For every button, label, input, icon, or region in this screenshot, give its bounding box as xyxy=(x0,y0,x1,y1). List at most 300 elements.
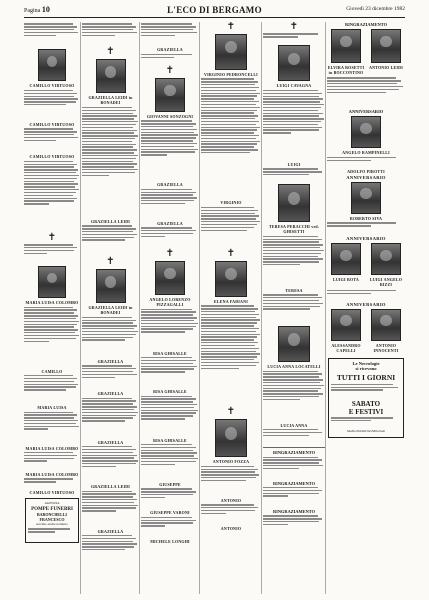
text-line xyxy=(82,505,138,506)
text-line xyxy=(82,135,138,136)
text-line xyxy=(141,132,194,133)
text-line xyxy=(24,335,79,336)
text-line xyxy=(327,222,396,223)
obituary-name: GIUSEPPE VARONI xyxy=(150,510,190,516)
text-line xyxy=(141,444,192,445)
text-line xyxy=(82,409,134,410)
text-line xyxy=(141,227,192,228)
text-line xyxy=(263,115,319,116)
text-line xyxy=(24,166,74,167)
text-line xyxy=(82,166,134,167)
text-line xyxy=(82,118,134,119)
text-line xyxy=(327,157,396,158)
text-line xyxy=(201,348,259,349)
body-text xyxy=(82,446,139,482)
section-heading: ANNIVERSARIO xyxy=(348,109,384,115)
portrait-photo xyxy=(351,116,381,148)
text-line xyxy=(201,95,257,96)
text-line xyxy=(201,207,254,208)
column-3 xyxy=(141,22,200,594)
body-text xyxy=(24,244,80,264)
obituary-name: VIRGINIO xyxy=(220,200,242,206)
text-line xyxy=(263,487,318,488)
portrait-photo xyxy=(331,243,361,275)
obituary-name: GIUSEPPE xyxy=(159,481,181,487)
obituary-name: GRAZIELLA LEIDI xyxy=(90,218,131,224)
text-line xyxy=(24,164,77,165)
body-text xyxy=(263,236,325,286)
text-line xyxy=(24,381,74,382)
text-line xyxy=(263,250,324,251)
body-text xyxy=(263,294,325,324)
text-line xyxy=(82,546,134,547)
text-line xyxy=(141,488,192,489)
text-line xyxy=(201,115,258,116)
text-line xyxy=(331,417,393,418)
text-line xyxy=(201,227,254,228)
text-line xyxy=(82,113,133,114)
text-line xyxy=(82,124,136,125)
text-line xyxy=(201,224,257,225)
text-line xyxy=(141,140,193,141)
text-line xyxy=(82,415,136,416)
text-line xyxy=(141,404,197,405)
text-line xyxy=(201,325,254,326)
text-line xyxy=(24,29,74,30)
obituary-name: ANGELO LORENZO PIZZAGALLI xyxy=(149,297,191,308)
body-text xyxy=(263,429,325,445)
text-line xyxy=(82,149,137,150)
column-1 xyxy=(24,22,81,594)
text-line xyxy=(201,118,255,119)
text-line xyxy=(141,151,195,152)
section-heading: ANNIVERSARIO xyxy=(346,174,386,180)
text-line xyxy=(24,131,77,132)
text-line xyxy=(201,84,255,85)
portrait-photo xyxy=(278,184,310,222)
text-line xyxy=(141,194,193,195)
text-line xyxy=(82,239,125,240)
text-line xyxy=(201,121,259,122)
text-line xyxy=(201,477,256,478)
obituary-name: ANTONIO xyxy=(220,497,242,503)
text-line xyxy=(82,32,137,33)
text-line xyxy=(24,189,79,190)
text-line xyxy=(141,455,194,456)
text-line xyxy=(141,200,194,201)
text-line xyxy=(141,326,196,327)
text-line xyxy=(263,376,319,377)
text-line xyxy=(24,455,77,456)
text-line xyxy=(263,459,322,460)
text-line xyxy=(82,466,116,467)
text-line xyxy=(263,264,300,265)
text-line xyxy=(201,218,256,219)
text-line xyxy=(24,378,77,379)
body-text xyxy=(24,412,80,444)
body-text xyxy=(141,189,199,219)
text-line xyxy=(24,250,74,251)
text-line xyxy=(263,98,323,99)
text-line xyxy=(82,121,138,122)
text-line xyxy=(263,521,319,522)
text-line xyxy=(24,315,78,316)
body-text xyxy=(24,452,80,470)
text-line xyxy=(141,314,193,315)
text-line xyxy=(82,403,133,404)
obituary-name: MARIA LUISA COLOMBO xyxy=(25,300,79,306)
text-line xyxy=(141,317,197,318)
text-line xyxy=(263,495,288,496)
text-line xyxy=(201,107,260,108)
obituary-name: LUIGI ROTA xyxy=(332,277,360,283)
text-line xyxy=(82,175,109,176)
obituary-name: GRAZIELLA xyxy=(157,220,183,226)
text-line xyxy=(141,494,193,495)
text-line xyxy=(24,458,74,459)
obituary-name: LUIGI xyxy=(287,161,301,167)
section-heading: RINGRAZIAMENTO xyxy=(344,22,388,27)
portrait-photo xyxy=(155,78,185,112)
text-line xyxy=(82,132,134,133)
text-line xyxy=(24,96,74,97)
text-line xyxy=(141,197,197,198)
text-line xyxy=(263,465,323,466)
text-line xyxy=(263,261,319,262)
section-heading: RINGRAZIAMENTO xyxy=(272,480,316,486)
text-line xyxy=(141,57,174,58)
text-line xyxy=(141,412,196,413)
text-line xyxy=(201,135,259,136)
text-line xyxy=(24,420,78,421)
text-line xyxy=(24,172,76,173)
text-line xyxy=(201,101,259,102)
text-line xyxy=(24,312,74,313)
obituary-name: CAMILLO VIRTUOSO xyxy=(29,121,75,127)
text-line xyxy=(141,368,194,369)
text-line xyxy=(82,400,136,401)
text-line xyxy=(263,174,309,175)
body-text xyxy=(141,396,199,436)
body-text xyxy=(82,535,139,565)
text-line xyxy=(263,118,324,119)
text-line xyxy=(82,130,137,131)
obituary-name: LUCIA ANNA xyxy=(280,422,308,428)
text-line xyxy=(263,121,321,122)
obituary-name: CAMILLO VIRTUOSO xyxy=(29,490,75,496)
text-line xyxy=(263,396,319,397)
text-line xyxy=(141,134,198,135)
text-line xyxy=(141,230,196,231)
text-line xyxy=(28,528,70,529)
text-line xyxy=(141,363,193,364)
obituary-name: CAMILLO xyxy=(41,368,63,374)
body-text xyxy=(201,207,261,247)
column-6 xyxy=(327,22,405,594)
text-line xyxy=(141,149,198,150)
text-line xyxy=(24,104,66,105)
text-line xyxy=(263,258,323,259)
body-text xyxy=(263,90,325,160)
text-line xyxy=(82,420,125,421)
cross-icon: ✝ xyxy=(47,231,57,243)
obituary-name: ADOLFO PIROTTI xyxy=(347,168,385,174)
text-line xyxy=(141,311,196,312)
text-line xyxy=(263,399,300,400)
obituary-name: GRAZIELLA xyxy=(97,358,124,364)
text-line xyxy=(24,200,74,201)
body-text xyxy=(331,417,401,427)
body-text xyxy=(141,309,199,349)
body-text xyxy=(263,33,325,43)
portrait-photo xyxy=(215,419,247,457)
body-text xyxy=(24,23,80,47)
text-line xyxy=(263,382,320,383)
text-line xyxy=(24,101,76,102)
text-line xyxy=(24,23,73,24)
obituary-name: MARIA LUISA COLOMBO xyxy=(25,471,79,477)
portrait-photo xyxy=(96,269,126,303)
text-line xyxy=(263,168,318,169)
text-line xyxy=(263,127,322,128)
text-line xyxy=(201,112,254,113)
text-line xyxy=(141,357,192,358)
text-line xyxy=(141,398,196,399)
text-line xyxy=(82,322,133,323)
text-line xyxy=(263,308,310,309)
text-line xyxy=(82,334,136,335)
body-text xyxy=(82,317,139,357)
text-line xyxy=(201,98,254,99)
text-line xyxy=(201,328,259,329)
text-line xyxy=(263,393,323,394)
text-line xyxy=(82,510,116,511)
body-text xyxy=(327,157,405,167)
body-text xyxy=(141,54,199,64)
text-line xyxy=(82,320,136,321)
text-line xyxy=(82,325,137,326)
text-line xyxy=(201,138,256,139)
divider xyxy=(263,447,325,448)
text-line xyxy=(201,513,226,514)
text-line xyxy=(263,129,319,130)
text-line xyxy=(327,225,371,226)
text-line xyxy=(263,239,322,240)
text-line xyxy=(263,462,319,463)
text-line xyxy=(331,384,393,385)
text-line xyxy=(141,309,192,310)
text-line xyxy=(263,90,318,91)
text-line xyxy=(82,549,125,550)
text-line xyxy=(82,398,132,399)
portrait-photo xyxy=(278,326,310,362)
obituary-name: ROBERTO SIVA xyxy=(349,215,383,221)
text-line xyxy=(201,93,260,94)
obituary-name: CAMILLO VIRTUOSO xyxy=(29,154,75,160)
text-line xyxy=(141,407,194,408)
body-text xyxy=(263,371,325,421)
text-line xyxy=(141,415,193,416)
text-line xyxy=(82,29,133,30)
text-line xyxy=(201,149,258,150)
portrait-photo xyxy=(351,182,381,214)
text-line xyxy=(82,23,132,24)
text-line xyxy=(201,345,255,346)
text-line xyxy=(263,388,321,389)
body-text xyxy=(327,77,405,107)
text-line xyxy=(263,468,299,469)
text-line xyxy=(201,141,260,142)
text-line xyxy=(82,127,133,128)
text-line xyxy=(263,435,309,436)
text-line xyxy=(24,198,77,199)
text-line xyxy=(201,510,255,511)
text-line xyxy=(82,406,137,407)
text-line xyxy=(141,143,197,144)
text-line xyxy=(263,33,318,34)
text-line xyxy=(82,158,136,159)
text-line xyxy=(201,466,254,467)
body-text xyxy=(263,515,325,535)
text-line xyxy=(141,29,193,30)
body-text xyxy=(82,23,139,45)
text-line xyxy=(24,253,47,254)
text-line xyxy=(141,192,196,193)
cross-icon: ✝ xyxy=(165,248,175,260)
text-line xyxy=(263,247,320,248)
obituary-name: GIOVANNI SONZOGNI xyxy=(146,113,194,119)
text-line xyxy=(201,215,259,216)
text-line xyxy=(24,428,48,429)
text-line xyxy=(201,221,260,222)
text-line xyxy=(141,452,197,453)
text-line xyxy=(141,35,175,36)
text-line xyxy=(141,233,193,234)
text-line xyxy=(82,237,134,238)
text-line xyxy=(24,137,78,138)
text-line xyxy=(141,123,196,124)
text-line xyxy=(82,412,138,413)
body-text xyxy=(201,78,261,198)
text-line xyxy=(263,493,319,494)
obituary-name: LUCIA ANNA LOCATELLI xyxy=(267,364,321,370)
obituary-name: ELENA FADIANI xyxy=(214,298,248,304)
text-line xyxy=(24,332,75,333)
text-line xyxy=(263,379,323,380)
text-line xyxy=(201,474,259,475)
text-line xyxy=(82,417,133,418)
text-line xyxy=(141,461,196,462)
body-text xyxy=(82,398,139,438)
masthead: L'ECO DI BERGAMO xyxy=(167,5,262,15)
funeral-agency-ad: AGENZIA POMPE FUNEBRI BARONCHELLI FRANCESCO servizio anche notturno xyxy=(25,498,79,543)
text-line xyxy=(201,308,258,309)
obituary-name: TERESA PERACCHI ved. GHISETTI xyxy=(268,224,320,235)
text-line xyxy=(24,375,73,376)
body-text xyxy=(141,120,199,180)
text-line xyxy=(141,137,196,138)
text-line xyxy=(141,366,197,367)
obituary-name: MARIA LUISA xyxy=(37,405,67,411)
text-line xyxy=(201,359,254,360)
text-line xyxy=(327,80,401,81)
text-line xyxy=(263,306,320,307)
obituary-name: GRAZIELLA xyxy=(97,439,124,445)
body-text xyxy=(263,487,325,507)
text-line xyxy=(82,234,137,235)
text-line xyxy=(327,160,371,161)
text-line xyxy=(327,89,399,90)
obituary-name: ANTONIO FOZZA xyxy=(212,459,250,465)
text-line xyxy=(82,163,137,164)
body-text xyxy=(24,478,80,488)
text-line xyxy=(82,110,136,111)
text-line xyxy=(82,446,132,447)
body-text xyxy=(327,290,405,300)
section-heading: ANNIVERSARIO xyxy=(346,301,386,307)
section-heading: RINGRAZIAMENTO xyxy=(272,450,316,456)
body-text xyxy=(141,444,199,480)
text-line xyxy=(82,228,136,229)
text-line xyxy=(263,373,322,374)
text-line xyxy=(82,231,133,232)
text-line xyxy=(24,309,77,310)
text-line xyxy=(24,26,77,27)
body-text xyxy=(82,225,139,255)
text-line xyxy=(201,504,254,505)
text-line xyxy=(263,110,318,111)
body-text xyxy=(331,384,401,398)
text-line xyxy=(263,124,318,125)
text-line xyxy=(263,244,323,245)
text-line xyxy=(141,328,193,329)
text-line xyxy=(141,189,192,190)
body-text xyxy=(82,365,139,389)
text-line xyxy=(201,87,259,88)
text-line xyxy=(24,386,76,387)
text-line xyxy=(263,515,318,516)
text-line xyxy=(141,497,165,498)
body-text xyxy=(28,528,76,538)
text-line xyxy=(201,210,258,211)
body-text xyxy=(141,227,199,247)
text-line xyxy=(82,541,133,542)
text-line xyxy=(24,195,73,196)
text-line xyxy=(24,203,49,204)
text-line xyxy=(201,78,254,79)
cross-icon: ✝ xyxy=(289,22,299,32)
text-line xyxy=(263,171,322,172)
text-line xyxy=(201,353,260,354)
column-4 xyxy=(201,22,262,594)
body-text xyxy=(327,222,405,234)
text-line xyxy=(24,181,74,182)
text-line xyxy=(141,129,197,130)
text-line xyxy=(24,192,76,193)
obituary-name: GRAZIELLA LEIDI in BONADEI xyxy=(88,305,133,316)
portrait-photo xyxy=(215,261,247,297)
text-line xyxy=(141,23,192,24)
text-line xyxy=(82,331,138,332)
text-line xyxy=(82,317,132,318)
text-line xyxy=(82,535,132,536)
text-line xyxy=(201,127,260,128)
text-line xyxy=(24,32,78,33)
text-line xyxy=(263,429,318,430)
text-line xyxy=(24,423,76,424)
text-line xyxy=(201,124,256,125)
body-text xyxy=(24,128,80,152)
